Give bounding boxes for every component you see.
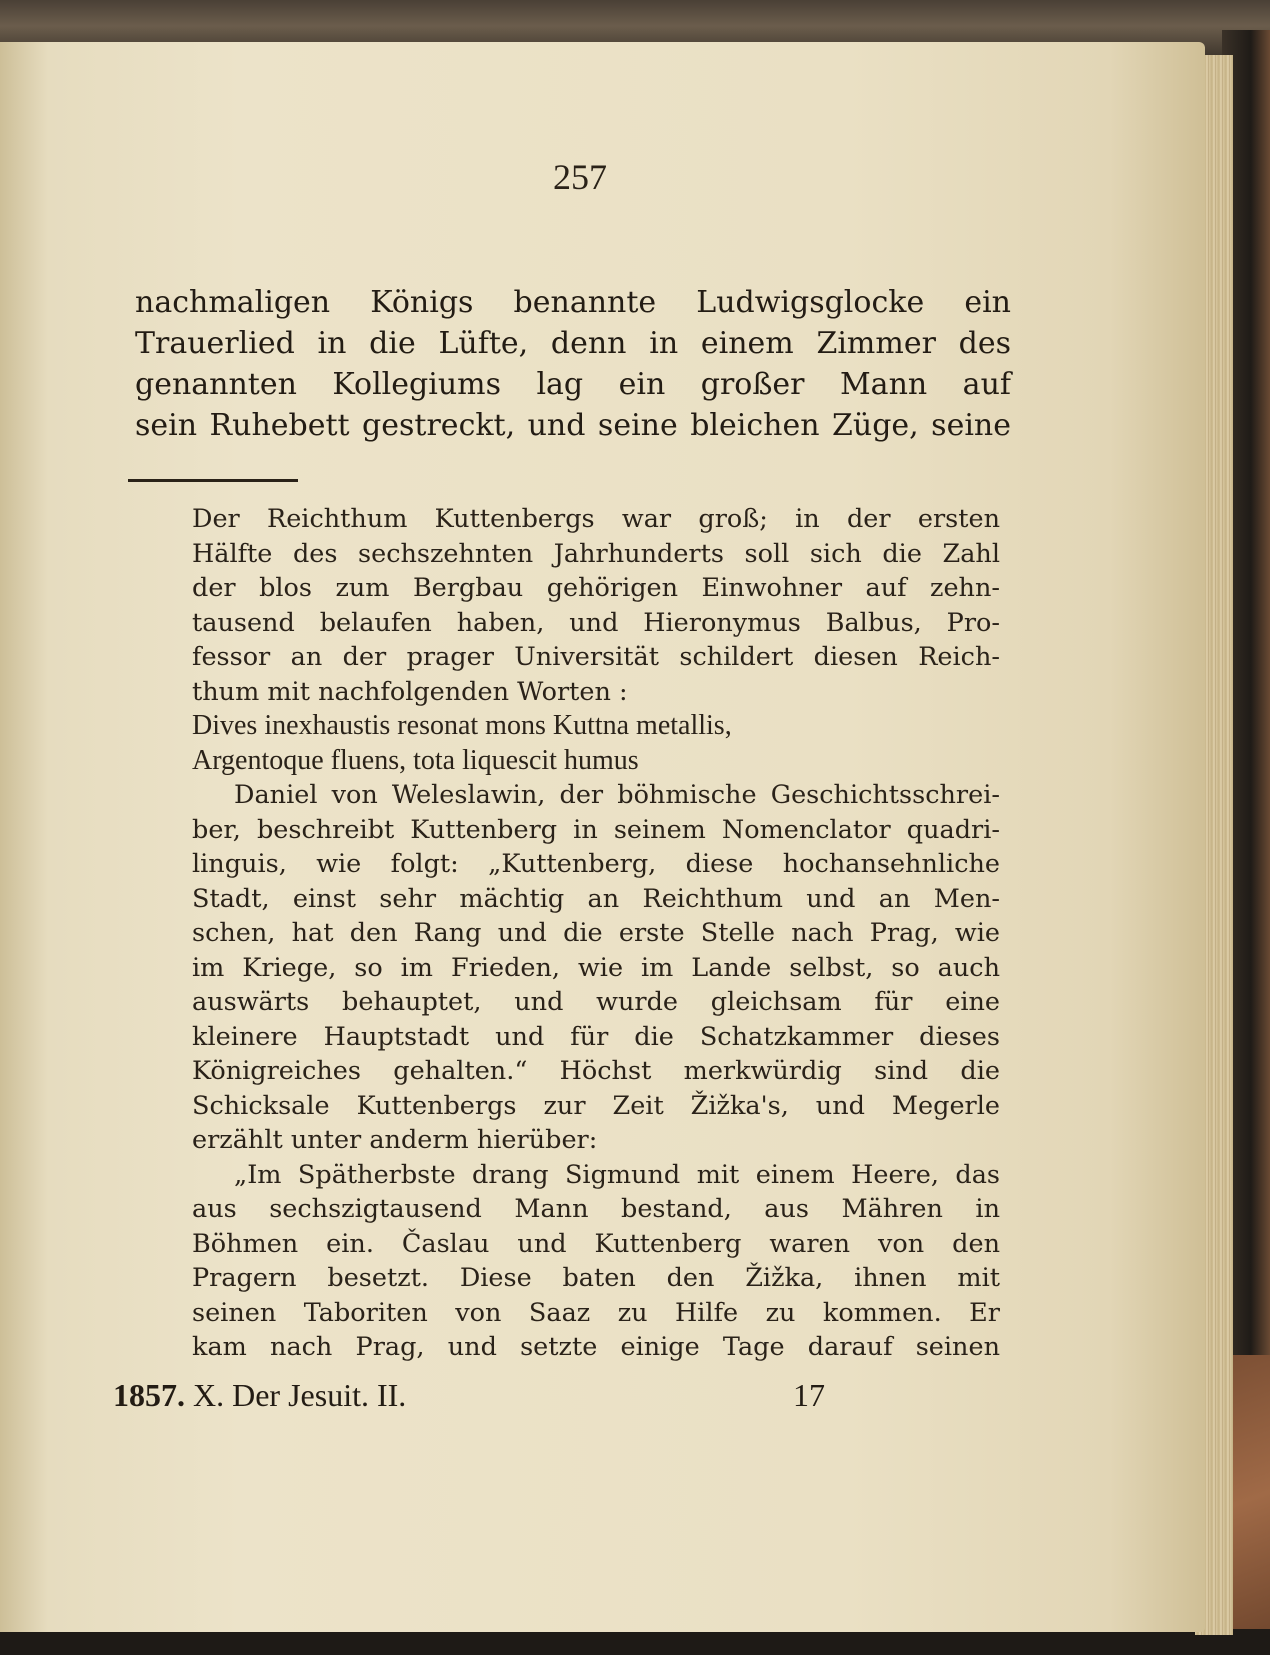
footnote-line: tausend belaufen haben, und Hieronymus Balbus, Pro- [192, 607, 1000, 638]
footnote [192, 502, 1000, 1365]
footnote-rule [128, 479, 298, 482]
book-cover-bottom [0, 1629, 1270, 1655]
footnote-line: Pragern besetzt. Diese baten den Žižka, ihnen mit [192, 1263, 1000, 1293]
footnote-line: erzählt unter anderm hierüber: [192, 1125, 598, 1155]
footnote-line: Stadt, einst sehr mächtig an Reichthum und an Men- [192, 883, 1000, 914]
body-line: nachmaligen Königs benannte Ludwigsglocke ein [135, 285, 1011, 320]
body-line: Trauerlied in die Lüfte, denn in einem Zimmer des [135, 326, 1011, 361]
latin-quote [192, 709, 1000, 778]
body-line: genannten Kollegiums lag ein großer Mann auf [135, 367, 1011, 402]
footnote-line: auswärts behauptet, und wurde gleichsam für eine [192, 987, 1000, 1017]
footnote-line: seinen Taboriten von Saaz zu Hilfe zu kommen. Er [192, 1297, 1000, 1328]
page-number: 257 [553, 157, 607, 197]
footnote-line: ber, beschreibt Kuttenberg in seinem Nomenclator quadri- [192, 814, 1000, 845]
footer-title: X. Der Jesuit. II. [193, 1377, 407, 1413]
footnote-line: thum mit nachfolgenden Worten : [192, 676, 628, 707]
footnote-line: Böhmen ein. Časlau und Kuttenberg waren von den [192, 1228, 1000, 1259]
footnote-line: Hälfte des sechszehnten Jahrhunderts soll sich die Zahl [192, 538, 1000, 569]
body-text [135, 282, 1011, 446]
footnote-paragraph-1 [192, 502, 1000, 709]
footnote-line: Der Reichthum Kuttenbergs war groß; in der ersten [192, 504, 1000, 534]
latin-line: Argentoque fluens, tota liquescit humus [192, 744, 639, 776]
footnote-line: fessor an der prager Universität schildert diesen Reich- [192, 642, 1000, 672]
footnote-line: kam nach Prag, und setzte einige Tage darauf seinen [192, 1332, 1000, 1362]
latin-line: Dives inexhaustis resonat mons Kuttna metallis, [192, 710, 732, 741]
footnote-paragraph-2 [192, 778, 1000, 1158]
footnote-line: Schicksale Kuttenbergs zur Zeit Žižka's, und Megerle [192, 1090, 1000, 1121]
signature-mark: 17 [793, 1377, 825, 1413]
footnote-line: Daniel von Weleslawin, der böhmische Geschichtsschrei- [234, 780, 1000, 810]
footnote-line: der blos zum Bergbau gehörigen Einwohner auf zehn- [192, 573, 1000, 603]
footnote-paragraph-3 [192, 1158, 1000, 1365]
footnote-line: schen, hat den Rang und die erste Stelle nach Prag, wie [192, 918, 1000, 948]
footnote-line: „Im Spätherbste drang Sigmund mit einem Heere, das [234, 1159, 1000, 1190]
footnote-line: Königreiches gehalten.“ Höchst merkwürdig sind die [192, 1056, 1000, 1086]
footnote-line: linguis, wie folgt: „Kuttenberg, diese hochansehnliche [192, 849, 1000, 879]
footnote-line: im Kriege, so im Frieden, wie im Lande selbst, so auch [192, 952, 1000, 983]
footer-year: 1857. [113, 1377, 185, 1413]
footnote-line: kleinere Hauptstadt und für die Schatzkammer dieses [192, 1021, 1000, 1052]
footnote-line: aus sechszigtausend Mann bestand, aus Mähren in [192, 1194, 1000, 1224]
body-line: sein Ruhebett gestreckt, und seine bleichen Züge, seine [135, 408, 1011, 443]
page-footer [113, 1377, 833, 1414]
